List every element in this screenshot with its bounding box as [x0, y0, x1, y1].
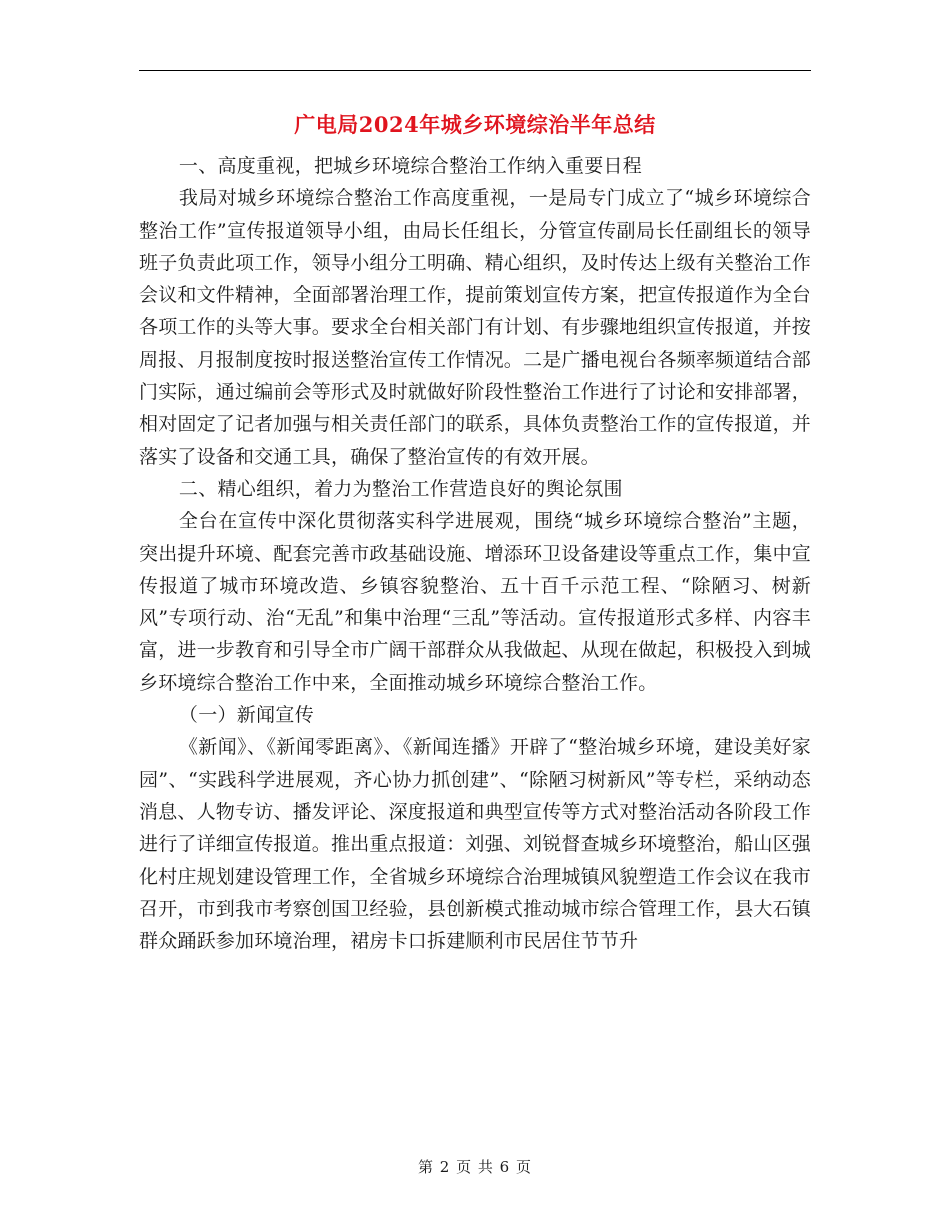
- section-heading-2: 二、精心组织，着力为整治工作营造良好的舆论氛围: [178, 477, 623, 500]
- subsection-heading-1: （一）新闻宣传: [178, 704, 314, 727]
- paragraph-1: 我局对城乡环境综合整治工作高度重视，一是局专门成立了“城乡环境综合整治工作”宣传报道领导小组，由局长任组长，分管宣传副局长任副组长的领导班子负责此项工作，领导小组分工明确、精心组织，及时传达上级有关整治工作会议和文件精神，全面部署治理工作，提前策划宣传方案，把宣传报道作为全台各项工作的头等大事。要求全台相关部门有计划、有步骤地组织宣传报道，并按周报、月报制度按时报送整治宣传工作情况。二是广播电视台各频率频道结合部门实际，通过编前会等形式及时就做好阶段性整治工作进行了讨论和安排部署，相对固定了记者加强与相关责任部门的联系，具体负责整治工作的宣传报道，并落实了设备和交通工具，确保了整治宣传的有效开展。: [139, 187, 812, 468]
- section-heading-1: 一、高度重视，把城乡环境综合整治工作纳入重要日程: [178, 155, 643, 177]
- header-rule: [139, 70, 811, 71]
- paragraph-2: 全台在宣传中深化贯彻落实科学进展观，围绕“城乡环境综合整治”主题，突出提升环境、配套完善市政基础设施、增添环卫设备建设等重点工作，集中宣传报道了城市环境改造、乡镇容貌整治、五十百千示范工程、“除陋习、树新风”专项行动、治“无乱”和集中治理“三乱”等活动。宣传报道形式多样、内容丰富，进一步教育和引导全市广阔干部群众从我做起、从现在做起，积极投入到城乡环境综合整治工作中来，全面推动城乡环境综合整治工作。: [139, 510, 812, 694]
- page-number: 第 2 页 共 6 页: [418, 1158, 532, 1176]
- paragraph-3: 《新闻》、《新闻零距离》、《新闻连播》开辟了“整治城乡环境，建设美好家园”、“实践科学进展观，齐心协力抓创建”、“除陋习树新风”等专栏，采纳动态消息、人物专访、播发评论、深度报道和典型宣传等方式对整治活动各阶段工作进行了详细宣传报道。推出重点报道：刘强、刘锐督查城乡环境整治，船山区强化村庄规划建设管理工作，全省城乡环境综合治理城镇风貌塑造工作会议在我市召开，市到我市考察创国卫经验，县创新模式推动城市综合管理工作，县大石镇群众踊跃参加环境治理，裙房卡口拆建顺利市民居住节节升: [139, 736, 812, 953]
- document-title: 广电局2024年城乡环境综治半年总结: [294, 112, 656, 137]
- document-body: [139, 150, 811, 957]
